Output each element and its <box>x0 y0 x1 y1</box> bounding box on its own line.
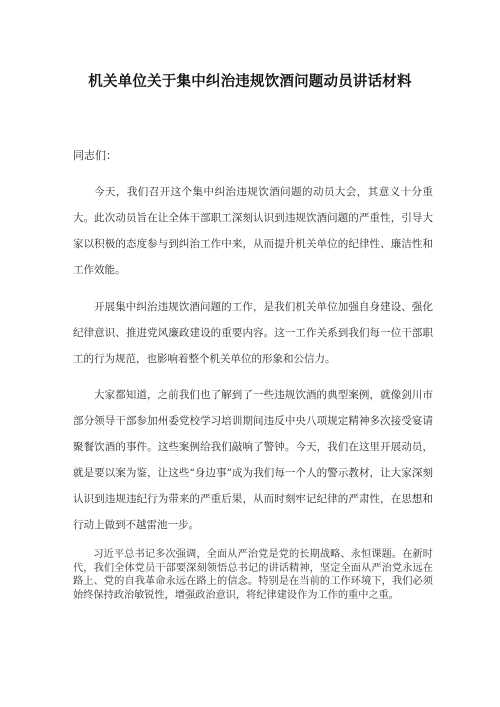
paragraph-4: 习近平总书记多次强调，全面从严治党是党的长期战略、永恒课题。在新时代，我们全体党员干部要深刻领悟总书记的讲话精神，坚定全面从严治党永远在路上、党的自我革命永远在路上的信念。特别是在当前的工作环境下，我们必须始终保持政治敏锐性，增强政治意识，将纪律建设作为工作的重中之重。 <box>73 549 433 601</box>
paragraph-2: 开展集中纠治违规饮酒问题的工作，是我们机关单位加强自身建设、强化纪律意识、推进党风廉政建设的重要内容。这一工作关系到我们每一位干部职工的行为规范，也影响着整个机关单位的形象和公信力。 <box>73 301 433 365</box>
document-title: 机关单位关于集中纠治违规饮酒问题动员讲话材料 <box>88 74 412 90</box>
salutation: 同志们： <box>73 149 117 162</box>
paragraph-3: 大家都知道，之前我们也了解到了一些违规饮酒的典型案例，就像剑川市部分领导干部参加州委党校学习培训期间违反中央八项规定精神多次接受宴请聚餐饮酒的事件。这些案例给我们敲响了警钟。今天，我们在这里开展动员，就是要以案为鉴，让这些“身边事”成为我们每一个人的警示教材，让大家深刻认识到违规违纪行为带来的严重后果，从而时刻牢记纪律的严肃性，在思想和行动上做到不越雷池一步。 <box>73 389 433 531</box>
paragraph-1: 今天，我们召开这个集中纠治违规饮酒问题的动员大会，其意义十分重大。此次动员旨在让全体干部职工深刻认识到违规饮酒问题的严重性，引导大家以积极的态度参与到纠治工作中来，从而提升机关单位的纪律性、廉洁性和工作效能。 <box>73 186 433 276</box>
